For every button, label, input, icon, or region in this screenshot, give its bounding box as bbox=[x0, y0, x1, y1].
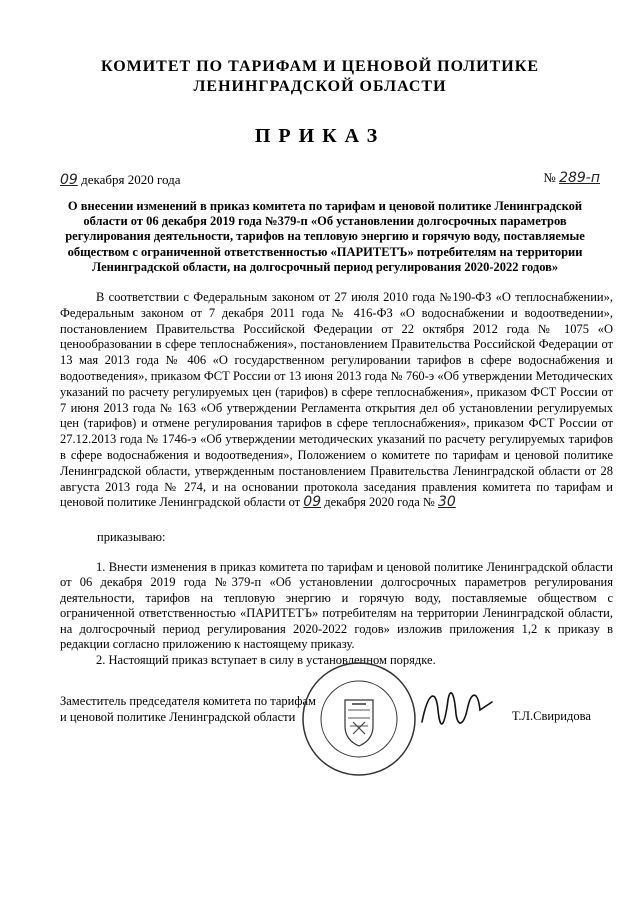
preamble-text: В соответствии с Федеральным законом от 27 июля 2010 года №190-ФЗ «О теплоснабжении», Федеральным законом от 7 декабря 2011 года № 416-ФЗ «О водоснабжении и водоотведении», постановлением Правительства Российской Федерации от 22 октября 2012 года № 1075 «О ценообразовании в сфере теплоснабжения», постановлением Правительства Российской Федерации от 13 мая 2013 года № 406 «О государственном регулировании тарифов в сфере водоснабжения и водоотведения», приказом ФСТ России от 13 июня 2013 года № 760-э «Об утверждении Методических указаний по расчету регулируемых цен (тарифов) в сфере теплоснабжения», приказом ФСТ России от 7 июня 2013 года № 163 «Об утверждении Регламента открытия дел об установлении регулируемых цен (тарифов) и отмене регулирования тарифов в сфере теплоснабжения», приказом ФСТ России от 27.12.2013 года № 1746-э «Об утверждении методических указаний по расчету регулируемых тарифов в сфере водоснабжения и водоотведения», Положением о комитете по тарифам и ценовой политике Ленинградской области, утвержденным постановлением Правительства Ленинградской области от 28 августа 2013 года № 274, и на основании протокола заседания правления комитета по тарифам и ценовой политике Ленинградской области от bbox=[60, 290, 613, 510]
preamble bbox=[60, 290, 613, 511]
signer-title-line2: и ценовой политике Ленинградской области bbox=[60, 710, 296, 724]
date-rest: декабря 2020 года bbox=[81, 172, 181, 187]
document-subject: О внесении изменений в приказ комитета по тарифам и ценовой политике Ленинградской области от 06 декабря 2019 года №379-п «Об установлении долгосрочных параметров регулирования деятельности, тарифов на тепловую энергию и горячую воду, поставляемые обществом с ограниченной ответственностью «ПАРИТЕТЪ» потребителям на территории Ленинградской области, на долгосрочный период регулирования 2020-2022 годов» bbox=[65, 199, 585, 274]
signer-name: Т.Л.Свиридова bbox=[512, 709, 591, 723]
document-title: ПРИКАЗ bbox=[254, 125, 386, 147]
org-name-line2: ЛЕНИНГРАДСКОЙ ОБЛАСТИ bbox=[193, 78, 447, 95]
order-item-1: 1. Внести изменения в приказ комитета по тарифам и ценовой политике Ленинградской области от 06 декабря 2019 года №379-п «Об установлении долгосрочных параметров регулирования деятельности, тарифов на тепловую энергию и горячую воду, поставляемые обществом с ограниченной ответственностью «ПАРИТЕТЪ» потребителям на территории Ленинградской области, на долгосрочный период регулирования 2020-2022 годов» изложив приложения 1,2 к приказу в редакции согласно приложению к настоящему приказу. bbox=[60, 560, 613, 652]
document-number bbox=[543, 170, 600, 186]
order-word: приказываю: bbox=[97, 530, 166, 544]
org-name-line1: КОМИТЕТ ПО ТАРИФАМ И ЦЕНОВОЙ ПОЛИТИКЕ bbox=[100, 58, 539, 75]
signer-title bbox=[60, 693, 316, 725]
number-value: 289-п bbox=[559, 170, 600, 186]
number-prefix: № bbox=[543, 170, 556, 185]
protocol-number: 30 bbox=[437, 494, 456, 511]
document-date bbox=[60, 172, 180, 188]
handwritten-signature bbox=[418, 680, 498, 740]
official-seal bbox=[300, 660, 418, 778]
preamble-mid: декабря 2020 года № bbox=[324, 495, 435, 510]
order-item-2: 2. Настоящий приказ вступает в силу в установленном порядке. bbox=[96, 653, 436, 667]
signer-title-line1: Заместитель председателя комитета по тарифам bbox=[60, 694, 316, 708]
protocol-day: 09 bbox=[303, 494, 322, 511]
date-day: 09 bbox=[60, 172, 78, 188]
